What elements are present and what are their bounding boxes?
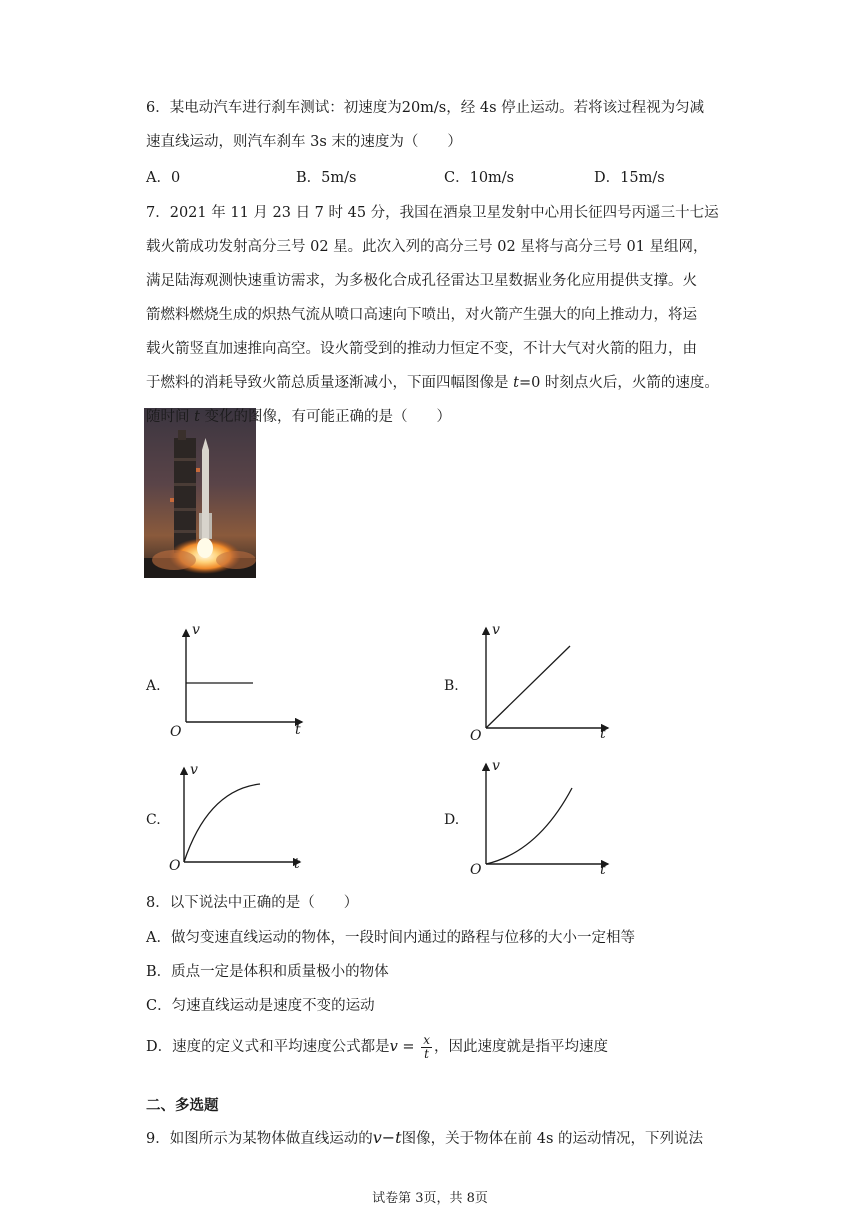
q7-option-label-a: A. <box>146 678 161 694</box>
graph-c-v-label: v <box>190 762 198 778</box>
q7-line6-text-a: 于燃料的消耗导致火箭总质量逐渐减小，下面四幅图像是 <box>146 375 514 391</box>
graph-a <box>168 622 308 742</box>
q8-formula-eq: = <box>397 1039 420 1055</box>
q7-option-label-c: C. <box>146 812 161 828</box>
graph-a-v-label: v <box>192 622 200 638</box>
q8-stem: 8．以下说法中正确的是（ ） <box>146 895 359 911</box>
graph-a-origin-label: O <box>170 724 182 740</box>
q7-line3: 满足陆海观测快速重访需求，为多极化合成孔径雷达卫星数据业务化应用提供支撑。火 <box>146 273 697 289</box>
q7-line7 <box>146 407 451 427</box>
q8-formula-fraction <box>421 1034 432 1061</box>
q7-option-label-d: D. <box>444 812 460 828</box>
q6-option-c: C．10m/s <box>444 170 515 186</box>
graph-c-t-label: t <box>294 856 300 872</box>
q8-formula-x: x <box>423 1032 430 1047</box>
graph-d-origin-label: O <box>470 862 482 878</box>
q7-line7-text-b: 变化的图像，有可能正确的是（ ） <box>199 409 452 425</box>
graph-a-t-label: t <box>295 722 301 738</box>
q7-line1: 7．2021 年 11 月 23 日 7 时 45 分，我国在酒泉卫星发射中心用长征四号丙遥三十七运 <box>146 205 719 221</box>
graph-b <box>468 622 613 742</box>
section-heading-multiple-choice: 二、多选题 <box>146 1097 219 1114</box>
q7-line7-t: t <box>194 409 200 425</box>
graph-b-origin-label: O <box>470 728 482 744</box>
q9-line1-text-a: 9．如图所示为某物体做直线运动的 <box>146 1131 373 1147</box>
q7-line7-text-a: 随时间 <box>146 409 195 425</box>
q8-option-d-text-b: ，因此速度就是指平均速度 <box>433 1039 608 1055</box>
q8-formula-v: v <box>389 1039 398 1055</box>
q8-option-d <box>146 1032 608 1062</box>
q6-option-a: A．0 <box>146 170 181 186</box>
q6-option-d: D．15m/s <box>594 170 665 186</box>
q9-line1-text-b: 图像，关于物体在前 4s 的运动情况，下列说法 <box>401 1131 703 1147</box>
q7-option-label-b: B. <box>444 678 459 694</box>
graph-d <box>468 758 613 878</box>
graph-d-v-label: v <box>492 758 500 774</box>
q7-line6-t: t <box>513 375 519 391</box>
q7-line6-text-b: =0 时刻点火后，火箭的速度。 <box>518 375 719 391</box>
graph-d-t-label: t <box>600 862 606 878</box>
q7-line4: 箭燃料燃烧生成的炽热气流从喷口高速向下喷出，对火箭产生强大的向上推动力，将运 <box>146 307 697 323</box>
rocket-launch-photo <box>144 408 256 578</box>
q6-line1: 6．某电动汽车进行刹车测试：初速度为20m/s，经 4s 停止运动。若将该过程视为匀减 <box>146 100 705 116</box>
q6-line2: 速直线运动，则汽车刹车 3s 末的速度为（ ） <box>146 134 462 150</box>
q8-option-b: B．质点一定是体积和质量极小的物体 <box>146 964 389 980</box>
q9-line1 <box>146 1128 703 1149</box>
q9-line1-vt: v−t <box>372 1128 402 1147</box>
q8-option-c: C．匀速直线运动是速度不变的运动 <box>146 998 375 1014</box>
q7-line2: 载火箭成功发射高分三号 02 星。此次入列的高分三号 02 星将与高分三号 01 星组网， <box>146 239 708 255</box>
graph-c-origin-label: O <box>169 858 181 874</box>
graph-c <box>168 762 308 874</box>
page-footer: 试卷第 3页，共 8页 <box>372 1191 488 1206</box>
q7-line5: 载火箭竖直加速推向高空。设火箭受到的推动力恒定不变，不计大气对火箭的阻力，由 <box>146 341 697 357</box>
q8-option-d-text-a: D．速度的定义式和平均速度公式都是 <box>146 1039 390 1055</box>
q7-line6 <box>146 373 719 393</box>
q6-option-b: B．5m/s <box>296 170 357 186</box>
q8-formula-t: t <box>424 1046 429 1061</box>
graph-b-v-label: v <box>492 622 500 638</box>
q8-option-a: A．做匀变速直线运动的物体，一段时间内通过的路程与位移的大小一定相等 <box>146 930 635 946</box>
graph-b-t-label: t <box>600 726 606 742</box>
